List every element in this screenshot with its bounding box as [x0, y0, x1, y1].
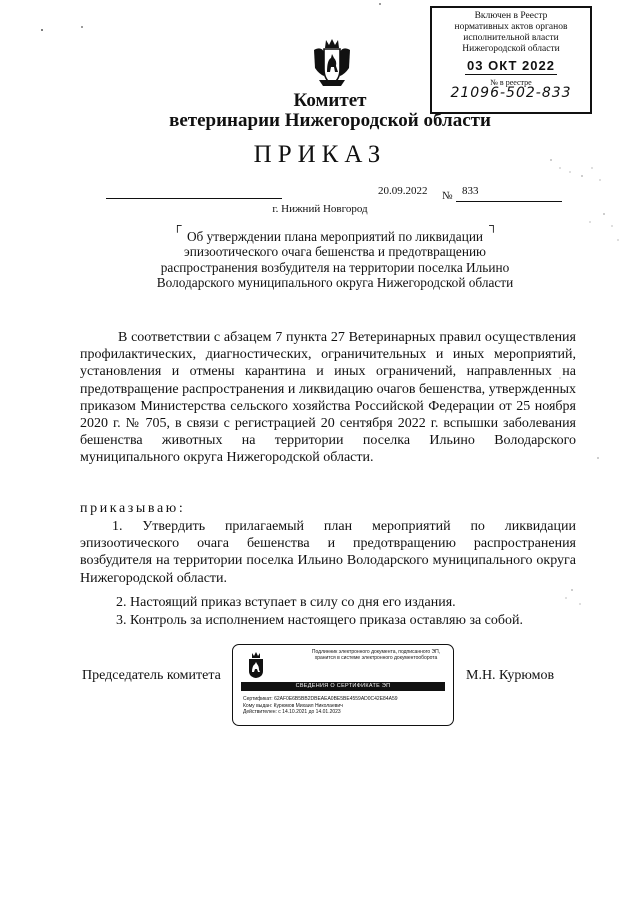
order-subject: Об утверждении плана мероприятий по ликвидации эпизоотического очага бешенства и предотвращению распространения возбудителя на территории поселка Ильино Володарского муниципального округа Нижегородской области — [156, 229, 514, 291]
coat-of-arms-icon — [311, 36, 353, 88]
registry-stamp-line: нормативных актов органов — [454, 22, 568, 32]
signer-name: М.Н. Курюмов — [466, 668, 555, 683]
order-title: ПРИКАЗ — [253, 141, 387, 168]
decree-word: приказываю: — [80, 501, 186, 516]
registry-stamp-line: исполнительной власти — [463, 33, 559, 43]
esign-certificate-row: Сертификат: 62AF0E6B5BB2DBEAEA0BE5BE4559AD0C42E84A59 — [243, 696, 398, 702]
signer-position: Председатель комитета — [82, 668, 221, 683]
esign-certificate-bar: СВЕДЕНИЯ О СЕРТИФИКАТЕ ЭП — [241, 682, 445, 691]
registry-number-label: № в реестре — [490, 78, 532, 87]
order-item-2: 2. Настоящий приказ вступает в силу со дня его издания. — [116, 595, 456, 610]
registry-stamp-lines — [432, 11, 590, 55]
esign-details — [243, 696, 448, 716]
esign-owner-row: Кому выдан: Курюмов Михаил Николаевич — [243, 702, 343, 709]
order-number: 833 — [462, 185, 479, 197]
coat-of-arms-small-icon — [242, 651, 270, 679]
electronic-signature-stamp — [232, 644, 454, 726]
registry-stamp-line: Нижегородской области — [462, 44, 560, 54]
order-item-1: 1. Утвердить прилагаемый план мероприятий по ликвидации эпизоотического очага бешенства и предотвращению распространения возбудителя на территории поселка Ильино Володарского муниципального округа Нижегородской области. — [80, 519, 576, 586]
preamble-paragraph: В соответствии с абзацем 7 пункта 27 Ветеринарных правил осуществления профилактических, диагностических, ограничительных и иных мероприятий, установления и отмены карантина и иных ограничений, направленных на предотвращение распространения и ликвидацию очагов бешенства, утвержденных приказом Министерства сельского хозяйства Российской Федерации от 25 ноября 2020 г. № 705, в связи с регистрацией 20 сентября 2022 г. вспышки заболевания бешенства животных на территории поселка Ильино Володарского муниципального округа Нижегородской области. — [80, 330, 576, 466]
subject-corner-right: ┐ — [489, 218, 498, 232]
number-underline — [456, 201, 562, 202]
order-item-3: 3. Контроль за исполнением настоящего приказа оставляю за собой. — [116, 613, 524, 628]
registry-number: 21096-502-833 — [450, 85, 572, 101]
registry-date: 03 ОКТ 2022 — [465, 58, 557, 75]
organization-line-2: ветеринарии Нижегородской области — [169, 110, 491, 131]
esign-header: Подлинник электронного документа, подписанного ЭП, хранится в системе электронного документооборота — [311, 649, 441, 661]
organization-line-1: Комитет — [293, 90, 367, 111]
order-number-sign: № — [442, 190, 453, 202]
subject-corner-left: ┌ — [173, 218, 182, 232]
order-date: 20.09.2022 — [378, 185, 428, 197]
date-underline — [106, 198, 282, 199]
registry-stamp-line: Включен в Реестр — [474, 11, 548, 21]
esign-validity-row: Действителен: с 14.10.2021 до 14.01.2023 — [243, 709, 341, 715]
order-city: г. Нижний Новгород — [272, 203, 368, 215]
